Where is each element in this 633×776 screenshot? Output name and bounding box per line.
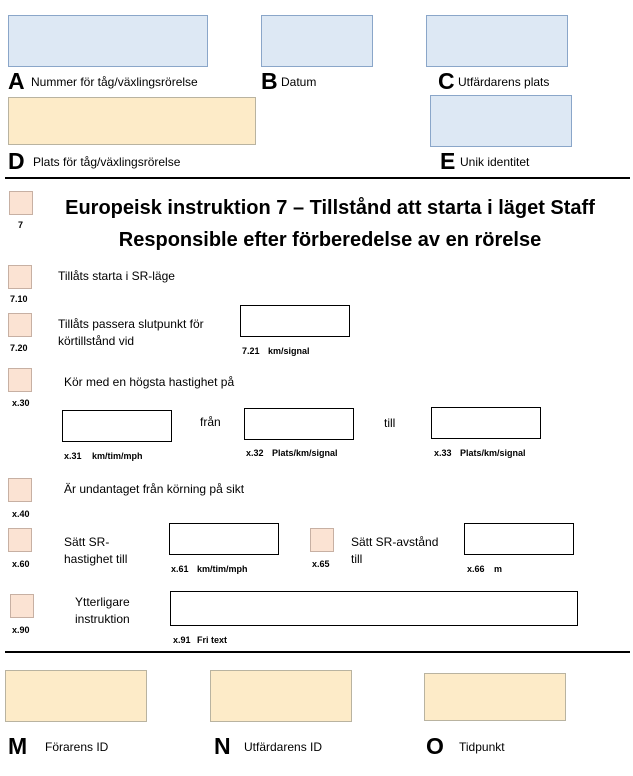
issuer-location-label: Utfärdarens plats xyxy=(458,75,550,89)
label-letter-b: B xyxy=(261,68,278,94)
checkbox-7-20[interactable] xyxy=(8,313,32,337)
label-letter-e: E xyxy=(440,148,456,174)
checkbox-x-30[interactable] xyxy=(8,368,32,392)
issuer-location-field[interactable] xyxy=(426,15,568,67)
train-number-field[interactable] xyxy=(8,15,208,67)
text-x-90-line1: Ytterligare xyxy=(75,595,130,609)
code-x-30: x.30 xyxy=(12,398,30,408)
code-7-20: 7.20 xyxy=(10,343,28,353)
field-x-61[interactable] xyxy=(169,523,279,555)
code-x-60: x.60 xyxy=(12,559,30,569)
text-7-20-line2: körtillstånd vid xyxy=(58,334,135,348)
unit-x-61: km/tim/mph xyxy=(197,564,248,574)
text-x-60-line1: Sätt SR- xyxy=(64,535,110,549)
from-label: från xyxy=(200,415,221,429)
text-x-60-line2: hastighet till xyxy=(64,552,128,566)
unit-7-21: km/signal xyxy=(268,346,310,356)
header-divider xyxy=(5,177,630,179)
page-title-line2: Responsible efter förberedelse av en rörelse xyxy=(118,229,542,251)
field-x-31[interactable] xyxy=(62,410,172,442)
unit-x-31: km/tim/mph xyxy=(92,451,143,461)
field-7-21[interactable] xyxy=(240,305,350,337)
driver-id-field[interactable] xyxy=(5,670,147,722)
train-number-label: Nummer för tåg/växlingsrörelse xyxy=(31,75,198,89)
page-title-line1: Europeisk instruktion 7 – Tillstånd att starta i läget Staff xyxy=(65,197,595,219)
unique-identity-label: Unik identitet xyxy=(460,155,530,169)
time-label: Tidpunkt xyxy=(459,740,505,754)
code-x-61: x.61 xyxy=(171,564,189,574)
issuer-id-field[interactable] xyxy=(210,670,352,722)
field-x-66[interactable] xyxy=(464,523,574,555)
label-letter-c: C xyxy=(438,68,455,94)
text-x-40: Är undantaget från körning på sikt xyxy=(64,482,245,496)
unit-x-66: m xyxy=(494,564,503,574)
issuer-id-label: Utfärdarens ID xyxy=(244,740,323,754)
checkbox-7-10[interactable] xyxy=(8,265,32,289)
text-x-30: Kör med en högsta hastighet på xyxy=(64,375,235,389)
field-x-91[interactable] xyxy=(170,591,578,626)
text-x-65-line2: till xyxy=(351,552,363,566)
code-x-65: x.65 xyxy=(312,559,330,569)
text-7-20-line1: Tillåts passera slutpunkt för xyxy=(58,317,204,331)
label-letter-n: N xyxy=(214,733,231,759)
text-7-10: Tillåts starta i SR-läge xyxy=(58,269,175,283)
date-label: Datum xyxy=(281,75,317,89)
checkbox-x-40[interactable] xyxy=(8,478,32,502)
checkbox-x-65[interactable] xyxy=(310,528,334,552)
unit-x-33: Plats/km/signal xyxy=(460,448,526,458)
unit-x-32: Plats/km/signal xyxy=(272,448,338,458)
date-field[interactable] xyxy=(261,15,373,67)
field-x-33[interactable] xyxy=(431,407,541,439)
train-location-field[interactable] xyxy=(8,97,256,145)
instruction-7-checkbox[interactable] xyxy=(9,191,33,215)
footer-divider xyxy=(5,651,630,653)
unique-identity-field[interactable] xyxy=(430,95,572,147)
text-x-65-line1: Sätt SR-avstånd xyxy=(351,535,439,549)
field-x-32[interactable] xyxy=(244,408,354,440)
label-letter-a: A xyxy=(8,68,25,94)
code-x-90: x.90 xyxy=(12,625,30,635)
label-letter-d: D xyxy=(8,148,25,174)
code-x-40: x.40 xyxy=(12,509,30,519)
checkbox-x-90[interactable] xyxy=(10,594,34,618)
to-label: till xyxy=(384,416,396,430)
text-x-90-line2: instruktion xyxy=(75,612,130,626)
code-x-32: x.32 xyxy=(246,448,264,458)
time-field[interactable] xyxy=(424,673,566,721)
train-location-label: Plats för tåg/växlingsrörelse xyxy=(33,155,181,169)
label-letter-m: M xyxy=(8,733,28,759)
code-x-31: x.31 xyxy=(64,451,82,461)
code-x-91: x.91 xyxy=(173,635,191,645)
driver-id-label: Förarens ID xyxy=(45,740,109,754)
checkbox-x-60[interactable] xyxy=(8,528,32,552)
unit-x-91: Fri text xyxy=(197,635,228,645)
code-x-33: x.33 xyxy=(434,448,452,458)
code-7-10: 7.10 xyxy=(10,294,28,304)
code-x-66: x.66 xyxy=(467,564,485,574)
code-7-21: 7.21 xyxy=(242,346,260,356)
instruction-7-number: 7 xyxy=(18,220,24,230)
label-letter-o: O xyxy=(426,733,444,759)
